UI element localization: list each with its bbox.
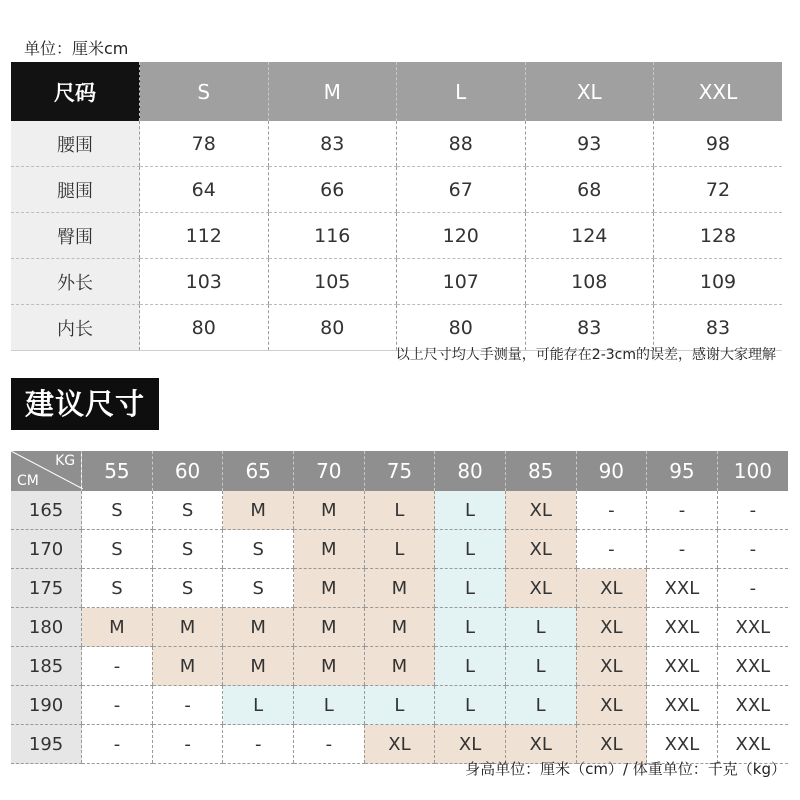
- weight-header: 60: [152, 451, 223, 491]
- table-row: [11, 213, 782, 259]
- size-cell: XL: [576, 608, 647, 647]
- size-cell: -: [717, 569, 788, 608]
- size-cell: M: [82, 608, 153, 647]
- size-cell: M: [223, 647, 294, 686]
- size-cell: -: [294, 725, 365, 764]
- size-cell: M: [294, 647, 365, 686]
- measure-value: 83: [654, 305, 783, 351]
- measure-value: 80: [140, 305, 269, 351]
- size-cell: XXL: [717, 725, 788, 764]
- table-row: [11, 491, 788, 530]
- size-cell: XXL: [647, 647, 718, 686]
- header-size-xxl: XXL: [654, 62, 783, 121]
- weight-header: 65: [223, 451, 294, 491]
- height-label: 195: [11, 725, 82, 764]
- measure-value: 66: [268, 167, 397, 213]
- size-cell: XXL: [717, 608, 788, 647]
- height-label: 185: [11, 647, 82, 686]
- table-row: [11, 530, 788, 569]
- size-cell: M: [294, 530, 365, 569]
- size-cell: XXL: [717, 686, 788, 725]
- size-cell: S: [152, 569, 223, 608]
- table-row: [11, 569, 788, 608]
- size-cell: M: [364, 569, 435, 608]
- size-cell: -: [82, 725, 153, 764]
- size-cell: -: [576, 491, 647, 530]
- measure-value: 124: [525, 213, 654, 259]
- size-header-row: [11, 62, 782, 121]
- size-cell: -: [82, 647, 153, 686]
- size-cell: L: [505, 686, 576, 725]
- measure-value: 64: [140, 167, 269, 213]
- unit-footnote: 身高单位：厘米（cm）/ 体重单位：千克（kg）: [465, 760, 786, 778]
- size-cell: -: [223, 725, 294, 764]
- weight-axis-label: KG: [55, 453, 76, 469]
- size-cell: -: [152, 725, 223, 764]
- measure-value: 107: [397, 259, 526, 305]
- size-cell: XL: [576, 725, 647, 764]
- measure-value: 108: [525, 259, 654, 305]
- table-row: [11, 686, 788, 725]
- weight-header: 90: [576, 451, 647, 491]
- measure-value: 103: [140, 259, 269, 305]
- size-cell: XL: [505, 530, 576, 569]
- section-title: 建议尺寸: [11, 378, 159, 430]
- size-cell: L: [505, 608, 576, 647]
- measure-label: 腿围: [11, 167, 140, 213]
- size-cell: XXL: [717, 647, 788, 686]
- size-cell: M: [152, 647, 223, 686]
- header-size-label: 尺码: [11, 62, 140, 121]
- measure-label: 外长: [11, 259, 140, 305]
- measure-value: 120: [397, 213, 526, 259]
- size-cell: M: [223, 491, 294, 530]
- size-cell: S: [152, 530, 223, 569]
- header-size-l: L: [397, 62, 526, 121]
- size-cell: XL: [505, 569, 576, 608]
- size-cell: M: [223, 608, 294, 647]
- size-cell: XL: [435, 725, 506, 764]
- size-cell: S: [152, 491, 223, 530]
- weight-header: 55: [82, 451, 153, 491]
- measure-label: 腰围: [11, 121, 140, 167]
- height-label: 165: [11, 491, 82, 530]
- height-label: 180: [11, 608, 82, 647]
- corner-header: [11, 451, 82, 491]
- weight-header: 95: [647, 451, 718, 491]
- size-cell: -: [576, 530, 647, 569]
- measure-value: 116: [268, 213, 397, 259]
- table-row: [11, 259, 782, 305]
- size-cell: -: [82, 686, 153, 725]
- size-cell: M: [294, 608, 365, 647]
- size-recommendation-table: [11, 451, 788, 764]
- size-cell: L: [435, 530, 506, 569]
- size-cell: M: [364, 608, 435, 647]
- size-cell: S: [223, 569, 294, 608]
- size-cell: L: [435, 647, 506, 686]
- weight-header: 75: [364, 451, 435, 491]
- size-cell: S: [82, 491, 153, 530]
- size-cell: L: [294, 686, 365, 725]
- header-size-xl: XL: [525, 62, 654, 121]
- size-cell: XL: [576, 569, 647, 608]
- size-cell: -: [717, 530, 788, 569]
- size-cell: L: [435, 686, 506, 725]
- unit-label: 单位：厘米cm: [24, 39, 129, 58]
- weight-header: 85: [505, 451, 576, 491]
- size-cell: L: [364, 491, 435, 530]
- size-cell: XL: [576, 647, 647, 686]
- height-axis-label: CM: [17, 473, 39, 489]
- size-cell: S: [82, 569, 153, 608]
- size-cell: S: [223, 530, 294, 569]
- measure-value: 78: [140, 121, 269, 167]
- table-row: [11, 167, 782, 213]
- measure-value: 112: [140, 213, 269, 259]
- size-cell: M: [364, 647, 435, 686]
- measure-value: 67: [397, 167, 526, 213]
- size-cell: L: [364, 530, 435, 569]
- measure-value: 80: [397, 305, 526, 351]
- size-cell: L: [435, 569, 506, 608]
- size-cell: S: [82, 530, 153, 569]
- size-cell: XXL: [647, 608, 718, 647]
- size-cell: L: [223, 686, 294, 725]
- table-row: [11, 608, 788, 647]
- table-row: [11, 647, 788, 686]
- height-label: 175: [11, 569, 82, 608]
- height-label: 170: [11, 530, 82, 569]
- weight-header: 80: [435, 451, 506, 491]
- weight-header-row: [11, 451, 788, 491]
- size-cell: XL: [505, 491, 576, 530]
- measure-value: 98: [654, 121, 783, 167]
- measure-value: 109: [654, 259, 783, 305]
- size-cell: XL: [505, 725, 576, 764]
- size-cell: L: [505, 647, 576, 686]
- measure-label: 内长: [11, 305, 140, 351]
- measure-label: 臀围: [11, 213, 140, 259]
- measure-value: 83: [525, 305, 654, 351]
- size-chart-table: [11, 62, 782, 351]
- size-cell: M: [152, 608, 223, 647]
- weight-header: 100: [717, 451, 788, 491]
- size-cell: XL: [576, 686, 647, 725]
- measurement-note: 以上尺寸均人手测量，可能存在2-3cm的误差，感谢大家理解: [395, 347, 776, 363]
- size-cell: XL: [364, 725, 435, 764]
- header-size-m: M: [268, 62, 397, 121]
- size-cell: L: [435, 608, 506, 647]
- size-cell: M: [294, 569, 365, 608]
- measure-value: 93: [525, 121, 654, 167]
- size-cell: -: [717, 491, 788, 530]
- measure-value: 80: [268, 305, 397, 351]
- size-cell: XXL: [647, 725, 718, 764]
- size-cell: -: [647, 491, 718, 530]
- measure-value: 72: [654, 167, 783, 213]
- height-label: 190: [11, 686, 82, 725]
- size-cell: L: [435, 491, 506, 530]
- measure-value: 83: [268, 121, 397, 167]
- size-cell: -: [152, 686, 223, 725]
- size-cell: L: [364, 686, 435, 725]
- size-cell: -: [647, 530, 718, 569]
- header-size-s: S: [140, 62, 269, 121]
- measure-value: 128: [654, 213, 783, 259]
- size-cell: XXL: [647, 569, 718, 608]
- weight-header: 70: [294, 451, 365, 491]
- table-row: [11, 121, 782, 167]
- measure-value: 88: [397, 121, 526, 167]
- size-cell: XXL: [647, 686, 718, 725]
- measure-value: 68: [525, 167, 654, 213]
- measure-value: 105: [268, 259, 397, 305]
- size-cell: M: [294, 491, 365, 530]
